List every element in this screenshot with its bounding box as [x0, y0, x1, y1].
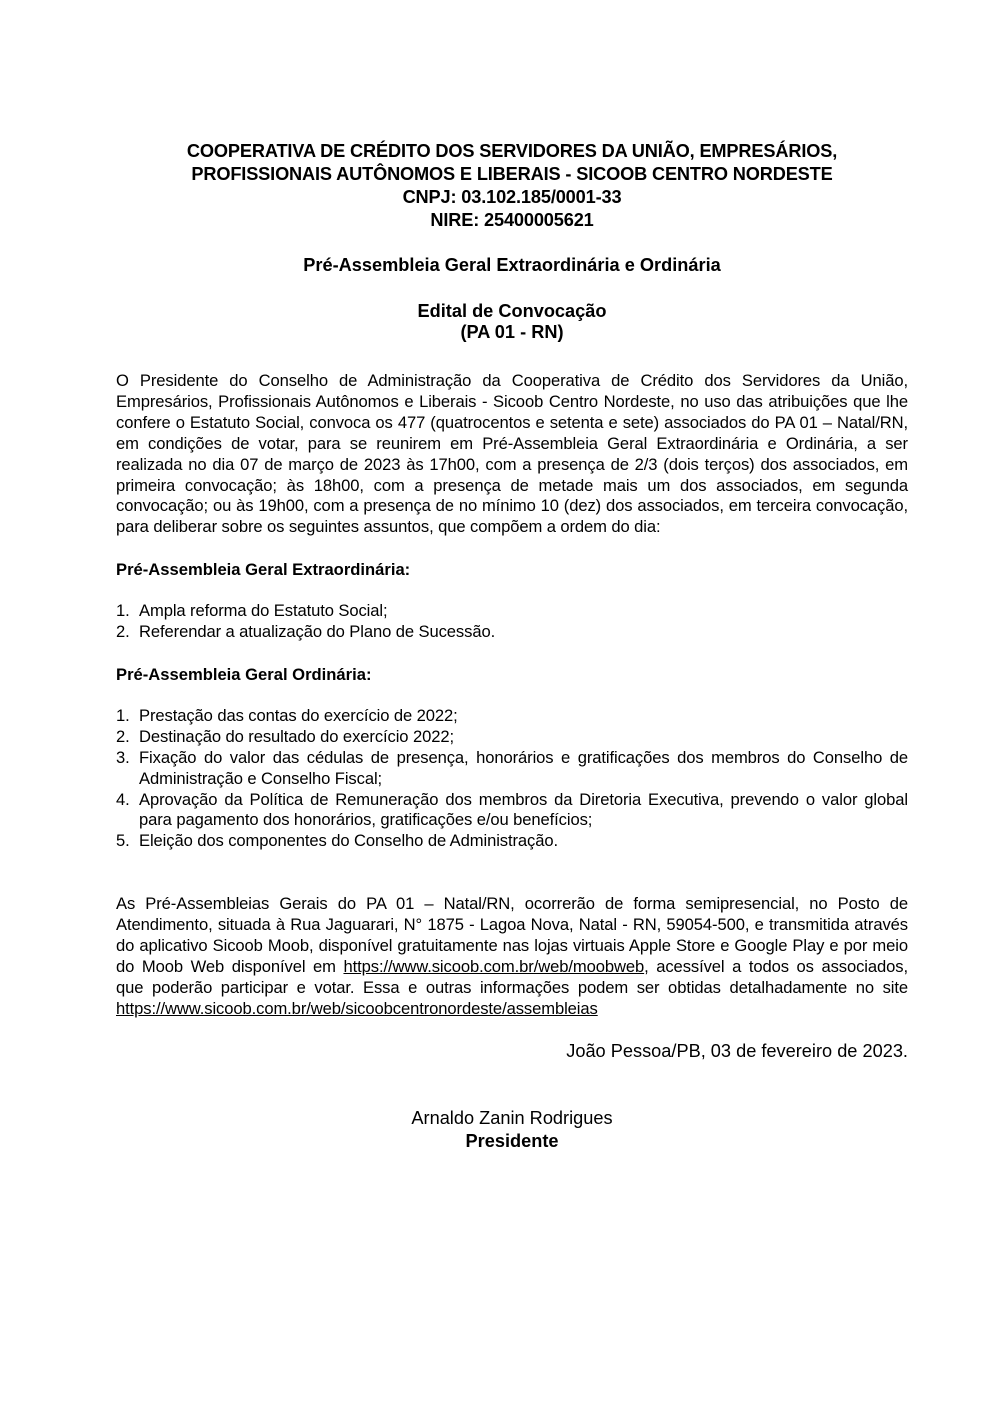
intro-paragraph: O Presidente do Conselho de Administração da Cooperativa de Crédito dos Servidores da União, Empresários, Profissionais Autônomos e Liberais - Sicoob Centro Nordeste, no uso das atribuições que lhe confere o Estatuto Social, convoca os 477 (quatrocentos e setenta e sete) associados do PA 01 – Natal/RN, em condições de votar, para se reunirem em Pré-Assembleia Geral Extraordinária e Ordinária, a ser realizada no dia 07 de março de 2023 às 17h00, com a presença de 2/3 (dois terços) dos associados, em primeira convocação; às 18h00, com a presença de metade mais um dos associados, em segunda convocação; ou às 19h00, com a presença de no mínimo 10 (dez) dos associados, em terceira convocação, para deliberar sobre os seguintes assuntos, que compõem a ordem do dia:	[116, 371, 908, 537]
moobweb-link[interactable]: https://www.sicoob.com.br/web/moobweb	[343, 956, 645, 976]
edital-unit: (PA 01 - RN)	[460, 322, 564, 342]
agenda-item-number: 4.	[116, 789, 130, 809]
cooperative-name-line-2: PROFISSIONAIS AUTÔNOMOS E LIBERAIS - SICOOB CENTRO NORDESTE	[191, 164, 833, 184]
location-text-part-2: , acessível a todos os associados, que poderão participar e votar. Essa e outras informações podem ser obtidas detalhadamente no site	[116, 956, 908, 997]
edital-title: Edital de Convocação	[417, 301, 607, 321]
agenda-item-number: 1.	[116, 601, 130, 621]
agenda-item-text: Referendar a atualização do Plano de Sucessão.	[139, 622, 496, 642]
extraordinaria-agenda-list	[116, 601, 908, 643]
nire: NIRE: 25400005621	[430, 210, 594, 230]
place-and-date: João Pessoa/PB, 03 de fevereiro de 2023.	[566, 1040, 908, 1061]
agenda-item-text: Destinação do resultado do exercício 2022;	[139, 726, 454, 746]
agenda-item-text: Prestação das contas do exercício de 2022;	[139, 705, 458, 725]
assembly-subtitle: Pré-Assembleia Geral Extraordinária e Ordinária	[303, 255, 721, 275]
location-text-part-1: As Pré-Assembleias Gerais do PA 01 – Natal/RN, ocorrerão de forma semipresencial, no Posto de Atendimento, situada à Rua Jaguarari, N° 1875 - Lagoa Nova, Natal - RN, 59054-500, e transmitida através do aplicativo Sicoob Moob, disponível gratuitamente nas lojas virtuais Apple Store e Google Play e por meio do Moob Web disponível em	[116, 894, 908, 976]
agenda-item-number: 2.	[116, 726, 130, 746]
document-header	[116, 140, 908, 232]
agenda-item-text: Ampla reforma do Estatuto Social;	[139, 601, 388, 621]
agenda-item-text: Aprovação da Política de Remuneração dos membros da Diretoria Executiva, prevendo o valor global para pagamento dos honorários, gratificações e/ou benefícios;	[139, 789, 908, 830]
signature-block	[116, 1107, 908, 1153]
assembleias-link[interactable]: https://www.sicoob.com.br/web/sicoobcentronordeste/assembleias	[116, 998, 598, 1018]
agenda-item	[116, 748, 908, 790]
cooperative-name-line-1: COOPERATIVA DE CRÉDITO DOS SERVIDORES DA UNIÃO, EMPRESÁRIOS,	[186, 141, 838, 161]
edital-heading	[116, 301, 908, 343]
agenda-item-text: Eleição dos componentes do Conselho de Administração.	[139, 831, 559, 851]
agenda-item	[116, 831, 908, 852]
agenda-item	[116, 727, 908, 748]
location-paragraph	[116, 894, 908, 1019]
agenda-item-text: Fixação do valor das cédulas de presença, honorários e gratificações dos membros do Conselho de Administração e Conselho Fiscal;	[139, 747, 908, 788]
document-page	[116, 140, 908, 1153]
signatory-name: Arnaldo Zanin Rodrigues	[411, 1107, 613, 1128]
agenda-item	[116, 601, 908, 622]
extraordinaria-heading: Pré-Assembleia Geral Extraordinária:	[116, 560, 411, 580]
ordinaria-heading: Pré-Assembleia Geral Ordinária:	[116, 664, 372, 684]
agenda-item	[116, 706, 908, 727]
signatory-role: Presidente	[465, 1130, 559, 1151]
agenda-item-number: 2.	[116, 622, 130, 642]
agenda-item-number: 1.	[116, 705, 130, 725]
cnpj: CNPJ: 03.102.185/0001-33	[402, 187, 622, 207]
agenda-item	[116, 622, 908, 643]
ordinaria-agenda-list	[116, 706, 908, 852]
agenda-item-number: 5.	[116, 831, 130, 851]
agenda-item	[116, 790, 908, 832]
agenda-item-number: 3.	[116, 747, 130, 767]
